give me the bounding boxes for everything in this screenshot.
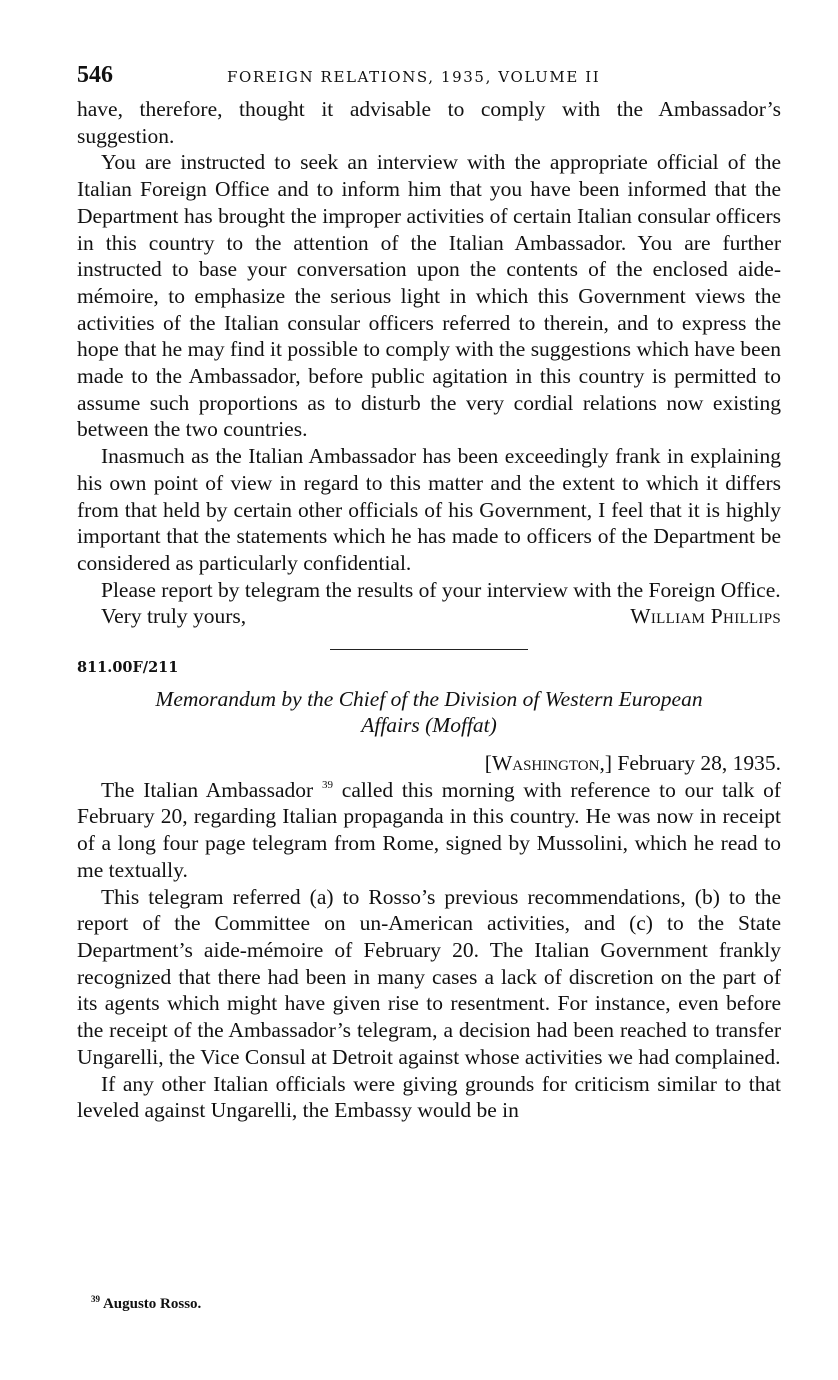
- memo-paragraph-1-start: The Italian Ambassador: [101, 777, 314, 802]
- letter-body: [77, 96, 781, 603]
- footnote: [77, 1296, 781, 1313]
- letter-paragraph-1: have, therefore, thought it advisable to comply with the Ambassador’s suggestion.: [77, 97, 781, 148]
- footnote-reference: 39: [322, 778, 333, 791]
- footnote-number: 39: [91, 1294, 100, 1304]
- memo-paragraph-1-rest: called this morning with reference to our talk of February 20, regarding Italian propaganda in this country. He was now in receipt of a long four page telegram from Rome, signed by Mussolini, which he read to me textually.: [77, 777, 782, 882]
- memo-paragraph-1: [77, 777, 781, 884]
- memo-title-line-2: Affairs (Moffat): [361, 713, 497, 738]
- section-divider: [330, 649, 528, 650]
- running-head: FOREIGN RELATIONS, 1935, VOLUME II: [227, 68, 601, 86]
- memo-title-line-1: Memorandum by the Chief of the Division of Western European: [155, 687, 703, 712]
- footnote-text: Augusto Rosso.: [102, 1296, 202, 1312]
- page-number: 546: [77, 62, 113, 88]
- page-header: [77, 62, 781, 96]
- file-reference: 811.00F/211: [77, 659, 179, 677]
- letter-paragraph-4: Please report by telegram the results of your interview with the Foreign Office.: [101, 577, 781, 602]
- dateline-date: February 28, 1935.: [617, 751, 781, 776]
- memo-title: [77, 686, 781, 738]
- letter-paragraph-2: You are instructed to seek an interview with the appropriate official of the Italian Foreign Office and to inform him that you have been informed that the Department has brought the improper activities of certain Italian consular officers in this country to the attention of the Italian Ambassador. You are further instructed to base your conversation upon the contents of the enclosed aide-mémoire, to emphasize the serious light in which this Government views the activities of the Italian consular officers referred to therein, and to express the hope that he may find it possible to comply with the suggestions which have been made to the Ambassador, before public agitation in this country is permitted to assume such proportions as to disturb the very cordial relations now existing between the two countries.: [77, 150, 781, 442]
- footnotes: [77, 1296, 781, 1313]
- memo-paragraph-2: This telegram referred (a) to Rosso’s previous recommendations, (b) to the report of the Committee on un-American activities, and (c) to the State Department’s aide-mémoire of February 20. The Italian Government frankly recognized that there had been in many cases a lack of discretion on the part of its agents which might have given rise to resentment. For instance, even before the receipt of the Ambassador’s telegram, a decision had been reached to transfer Ungarelli, the Vice Consul at Detroit against whose activities we had complained.: [77, 884, 781, 1069]
- signature: William Phillips: [630, 604, 781, 629]
- complimentary-close: Very truly yours,: [101, 604, 247, 629]
- dateline-place: [Washington,]: [484, 751, 612, 776]
- memo-body: [77, 777, 781, 1124]
- memo-paragraph-3: If any other Italian officials were giving grounds for criticism similar to that leveled against Ungarelli, the Embassy would be in: [77, 1071, 781, 1123]
- dateline: [77, 750, 781, 777]
- letter-closing: [77, 603, 781, 630]
- letter-paragraph-3: Inasmuch as the Italian Ambassador has been exceedingly frank in explaining his own point of view in regard to this matter and the extent to which it differs from that held by certain other officials of his Government, I feel that it is highly important that the statements which he has made to officers of the Department be considered as particularly confidential.: [77, 444, 781, 575]
